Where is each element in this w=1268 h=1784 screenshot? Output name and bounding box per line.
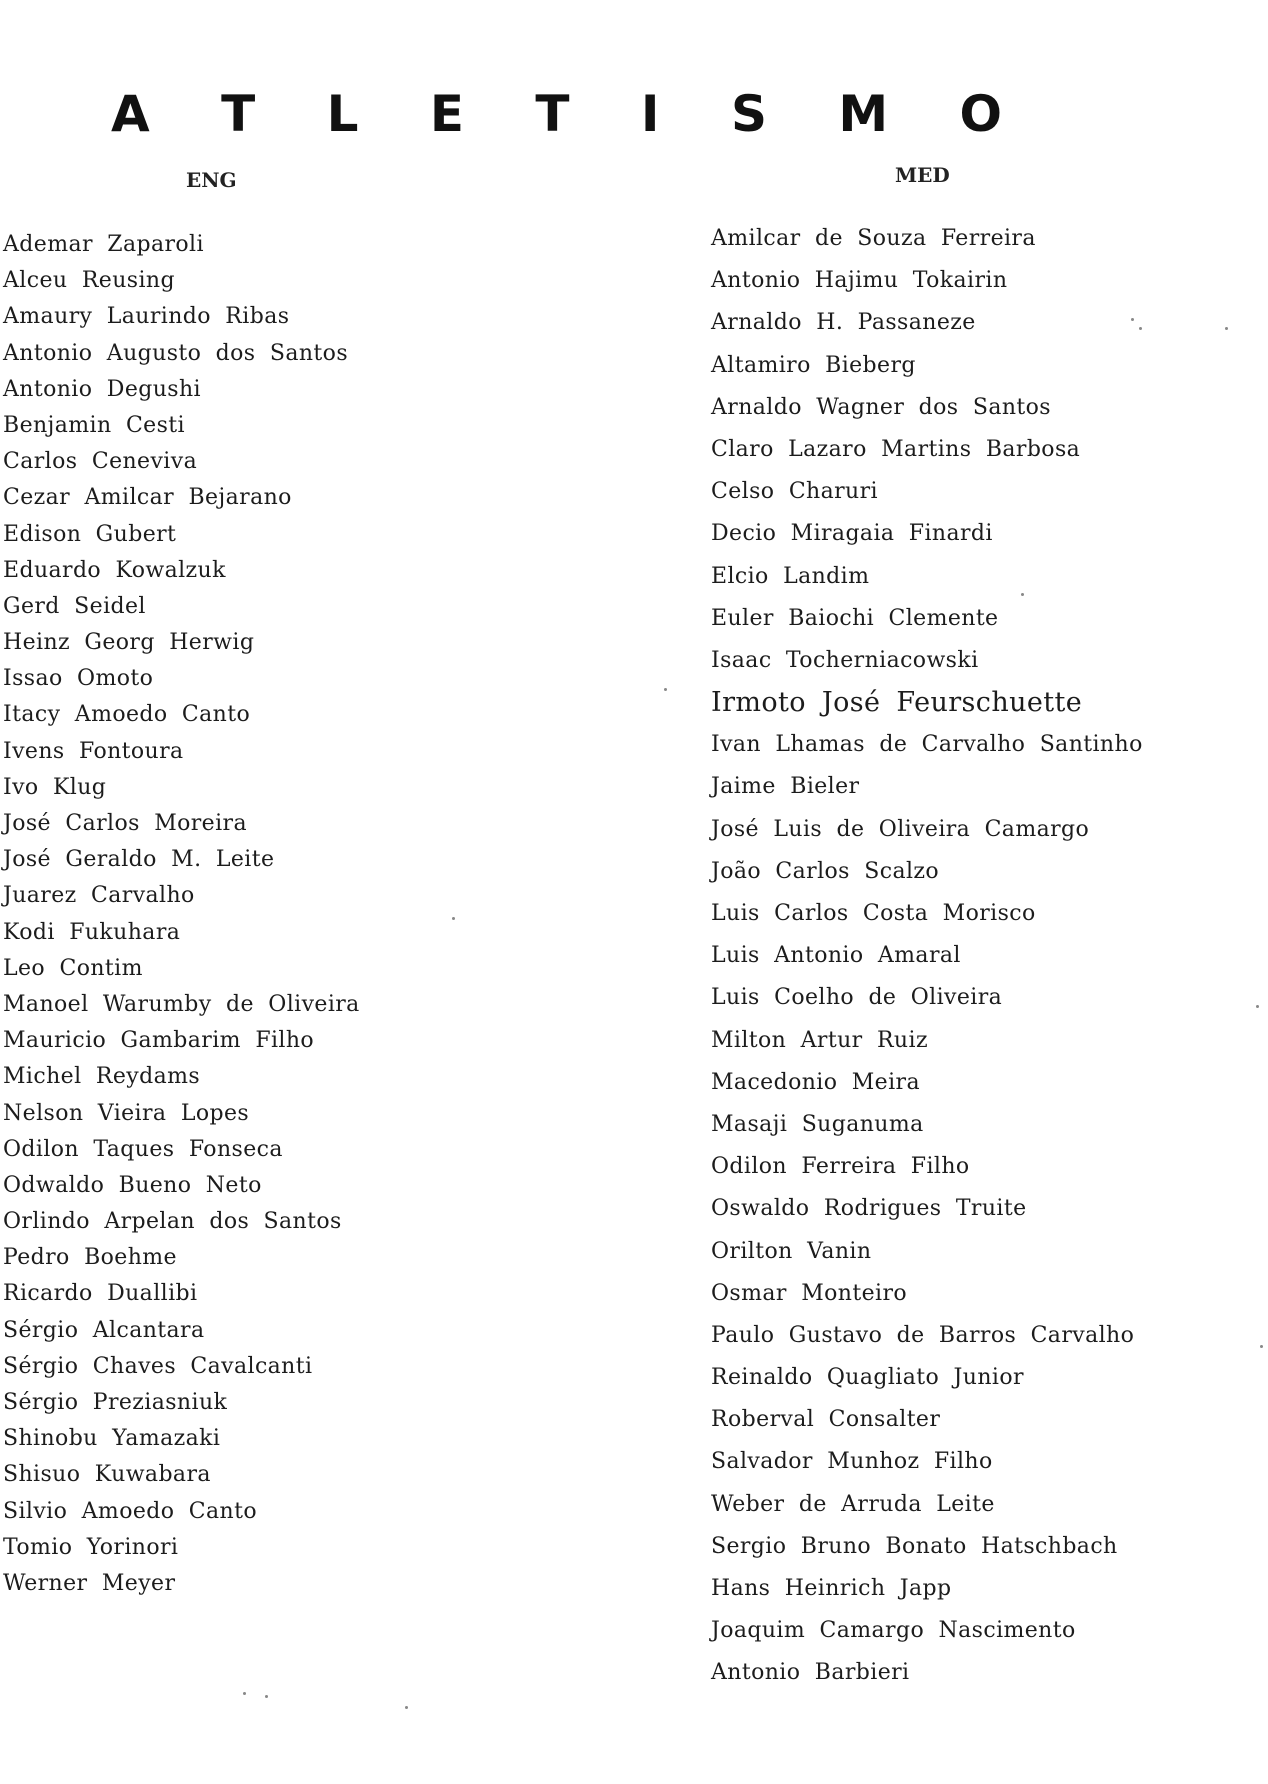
med-athlete-name: Celso Charuri	[711, 479, 878, 505]
med-athlete-name: Odilon Ferreira Filho	[711, 1154, 970, 1180]
med-athlete-name: Weber de Arruda Leite	[711, 1491, 995, 1517]
med-athlete-name: Arnaldo H. Passaneze	[711, 310, 976, 336]
med-athlete-name: Luis Antonio Amaral	[711, 943, 961, 969]
med-athlete-name: João Carlos Scalzo	[711, 858, 940, 884]
page-title: A T L E T I S M O	[110, 85, 1030, 143]
med-athlete-name: Antonio Hajimu Tokairin	[711, 268, 1008, 294]
eng-column-heading: ENG	[186, 168, 237, 192]
eng-athlete-name: Ivo Klug	[3, 774, 107, 800]
med-athlete-name: Jaime Bieler	[711, 774, 860, 800]
eng-athlete-name: Juarez Carvalho	[3, 883, 195, 909]
eng-athlete-name: Orlindo Arpelan dos Santos	[3, 1209, 342, 1235]
med-athlete-name: Isaac Tocherniacowski	[711, 647, 979, 673]
med-athlete-name: Paulo Gustavo de Barros Carvalho	[711, 1322, 1135, 1348]
med-athlete-name: Masaji Suganuma	[711, 1111, 924, 1137]
eng-athlete-name: Edison Gubert	[3, 521, 177, 547]
eng-athlete-name: Carlos Ceneviva	[3, 449, 198, 475]
scan-speck	[1021, 593, 1024, 596]
med-athlete-name: Roberval Consalter	[711, 1407, 941, 1433]
med-athlete-name: Oswaldo Rodrigues Truite	[711, 1196, 1027, 1222]
eng-athlete-name: Amaury Laurindo Ribas	[3, 304, 290, 330]
med-athlete-name: Luis Carlos Costa Morisco	[711, 901, 1036, 926]
med-athlete-name: Salvador Munhoz Filho	[711, 1449, 993, 1475]
eng-athlete-name: José Geraldo M. Leite	[3, 847, 275, 873]
eng-athlete-name: Antonio Augusto dos Santos	[3, 340, 349, 366]
eng-athlete-name: Issao Omoto	[3, 666, 154, 692]
eng-athlete-name: Mauricio Gambarim Filho	[3, 1028, 315, 1054]
med-athlete-name: Milton Artur Ruiz	[711, 1027, 928, 1053]
scan-speck	[452, 917, 455, 920]
scan-speck	[1260, 1345, 1263, 1348]
eng-athlete-name: Ricardo Duallibi	[3, 1281, 198, 1307]
scan-speck	[1131, 318, 1134, 321]
eng-athlete-name: José Carlos Moreira	[3, 811, 247, 836]
med-athlete-name: Sergio Bruno Bonato Hatschbach	[711, 1533, 1118, 1559]
scan-speck	[1225, 327, 1228, 330]
med-name-list	[711, 226, 1251, 1703]
eng-athlete-name: Benjamin Cesti	[3, 412, 185, 438]
scan-speck	[405, 1706, 408, 1709]
med-athlete-name: Arnaldo Wagner dos Santos	[711, 394, 1051, 420]
scan-speck	[664, 688, 667, 691]
scan-speck	[1256, 1005, 1259, 1008]
eng-athlete-name: Shinobu Yamazaki	[3, 1426, 221, 1452]
eng-athlete-name: Heinz Georg Herwig	[3, 630, 255, 656]
med-athlete-name: Decio Miragaia Finardi	[711, 521, 993, 547]
scan-speck	[265, 1695, 268, 1698]
med-athlete-name: Macedonio Meira	[711, 1069, 920, 1095]
eng-athlete-name: Sérgio Preziasniuk	[3, 1390, 228, 1415]
eng-athlete-name: Leo Contim	[3, 955, 143, 981]
eng-athlete-name: Tomio Yorinori	[3, 1534, 179, 1560]
med-athlete-name: Altamiro Bieberg	[711, 352, 916, 378]
eng-athlete-name: Gerd Seidel	[3, 593, 146, 619]
med-athlete-name: Elcio Landim	[711, 563, 870, 589]
med-athlete-name: Joaquim Camargo Nascimento	[711, 1618, 1076, 1644]
med-athlete-name: Antonio Barbieri	[711, 1660, 910, 1686]
med-athlete-name: José Luis de Oliveira Camargo	[711, 816, 1090, 842]
eng-athlete-name: Cezar Amilcar Bejarano	[3, 485, 292, 511]
eng-athlete-name: Odwaldo Bueno Neto	[3, 1172, 262, 1198]
med-column-heading: MED	[895, 163, 950, 187]
eng-athlete-name: Pedro Boehme	[3, 1245, 177, 1271]
scan-speck	[1139, 327, 1142, 330]
eng-athlete-name: Antonio Degushi	[3, 376, 201, 402]
eng-athlete-name: Shisuo Kuwabara	[3, 1462, 211, 1488]
eng-athlete-name: Odilon Taques Fonseca	[3, 1136, 283, 1162]
eng-athlete-name: Silvio Amoedo Canto	[3, 1498, 257, 1524]
scan-speck	[243, 1692, 246, 1695]
eng-athlete-name: Michel Reydams	[3, 1064, 201, 1090]
med-athlete-name: Euler Baiochi Clemente	[711, 605, 999, 631]
med-athlete-name: Osmar Monteiro	[711, 1280, 908, 1306]
med-athlete-name: Ivan Lhamas de Carvalho Santinho	[711, 732, 1143, 758]
eng-athlete-name: Ivens Fontoura	[3, 738, 184, 764]
med-athlete-name: Hans Heinrich Japp	[711, 1576, 952, 1601]
eng-athlete-name: Alceu Reusing	[3, 268, 175, 294]
eng-athlete-name: Manoel Warumby de Oliveira	[3, 991, 360, 1017]
eng-athlete-name: Werner Meyer	[3, 1570, 176, 1596]
eng-athlete-name: Eduardo Kowalzuk	[3, 557, 226, 583]
eng-athlete-name: Itacy Amoedo Canto	[3, 702, 251, 728]
med-athlete-name: Amilcar de Souza Ferreira	[711, 226, 1036, 251]
med-athlete-name: Claro Lazaro Martins Barbosa	[711, 436, 1081, 462]
med-athlete-name: Irmoto José Feurschuette	[711, 687, 1083, 719]
eng-name-list	[3, 232, 663, 1607]
eng-athlete-name: Ademar Zaparoli	[3, 232, 204, 257]
eng-athlete-name: Kodi Fukuhara	[3, 919, 181, 945]
eng-athlete-name: Sérgio Chaves Cavalcanti	[3, 1353, 313, 1379]
eng-athlete-name: Nelson Vieira Lopes	[3, 1100, 250, 1126]
med-athlete-name: Luis Coelho de Oliveira	[711, 985, 1003, 1011]
med-athlete-name: Orilton Vanin	[711, 1238, 872, 1264]
eng-athlete-name: Sérgio Alcantara	[3, 1317, 205, 1343]
med-athlete-name: Reinaldo Quagliato Junior	[711, 1365, 1024, 1391]
